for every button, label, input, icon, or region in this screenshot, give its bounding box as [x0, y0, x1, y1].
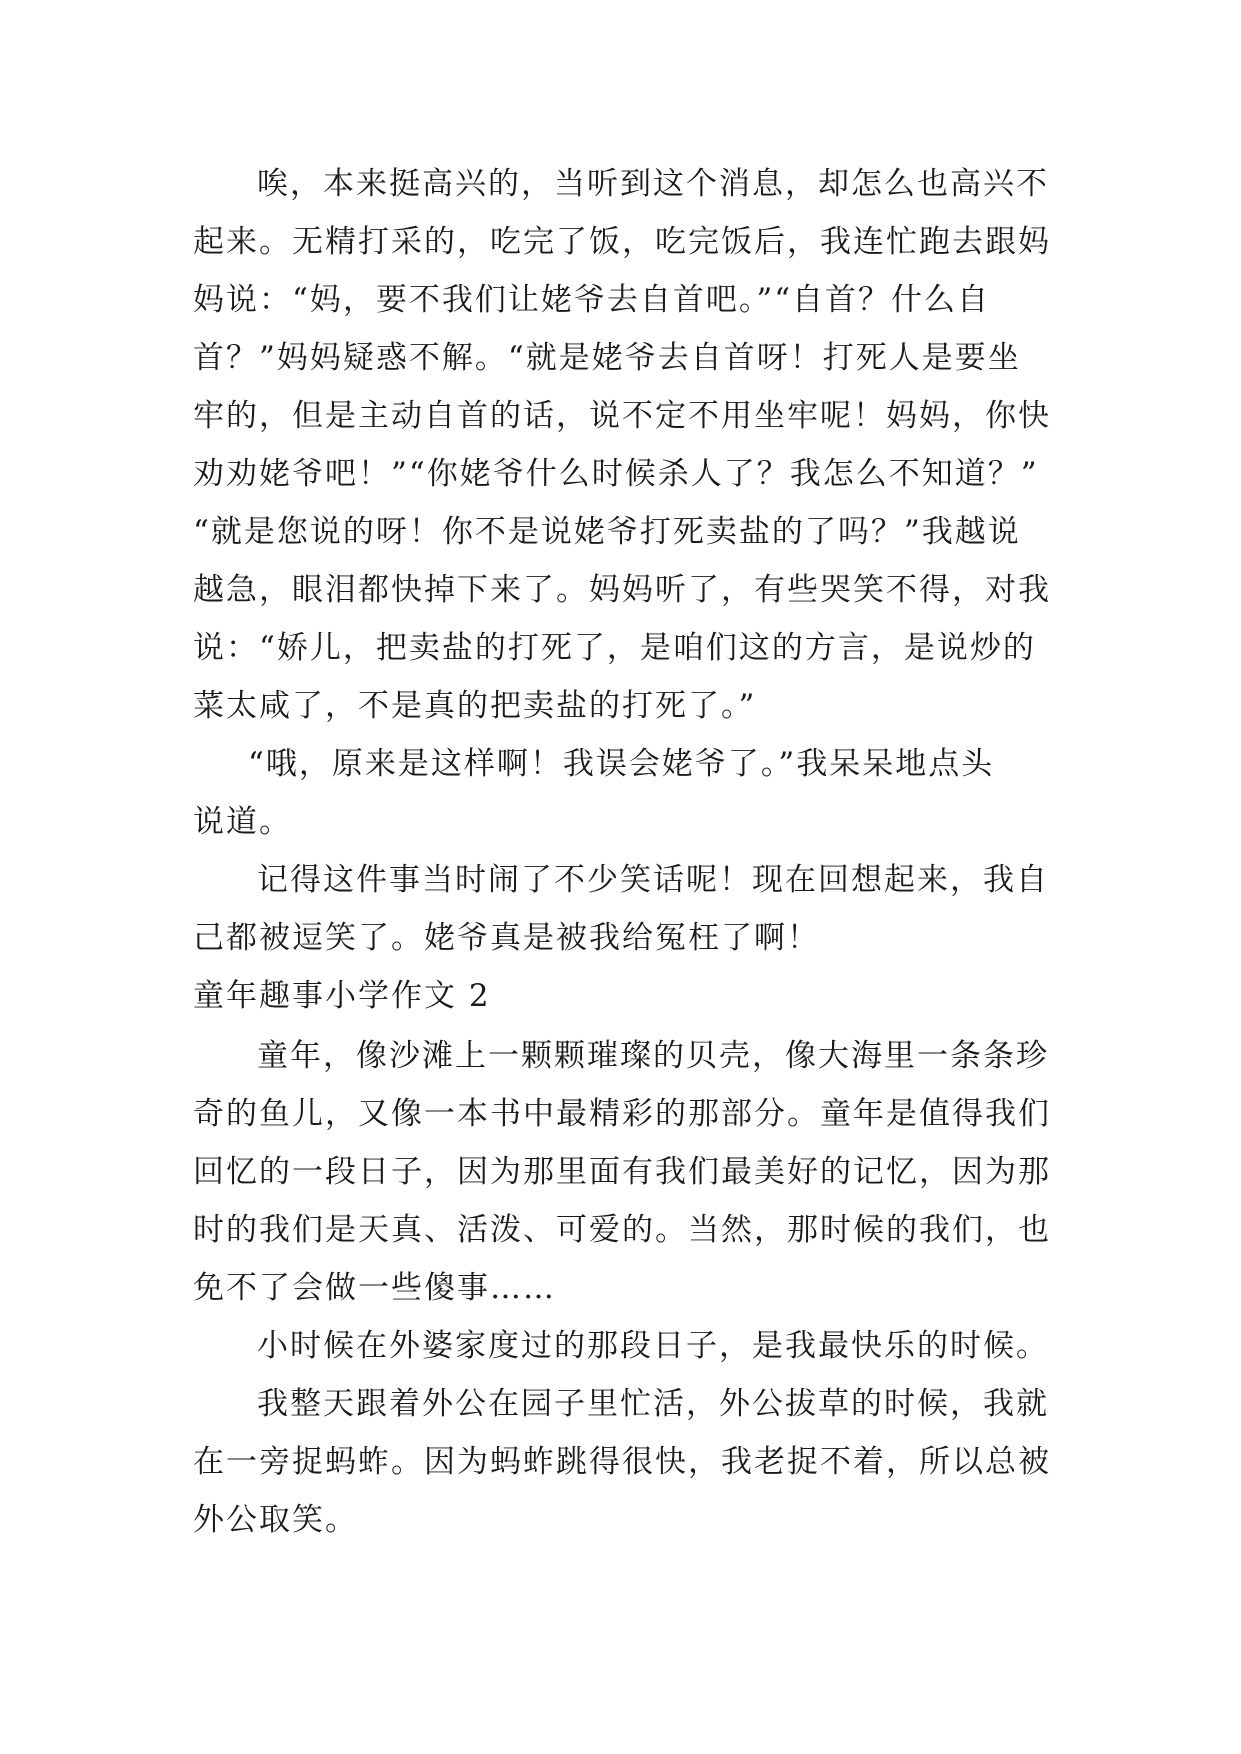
text-line: 奇的鱼儿，又像一本书中最精彩的那部分。童年是值得我们 — [193, 1096, 1051, 1132]
text-line: 时的我们是天真、活泼、可爱的。当然，那时候的我们，也 — [193, 1212, 1051, 1248]
text-line: 我整天跟着外公在园子里忙活，外公拔草的时候，我就 — [257, 1386, 1049, 1422]
text-line: 免不了会做一些傻事…… — [193, 1270, 556, 1306]
text-line: 菜太咸了，不是真的把卖盐的打死了。” — [193, 688, 757, 724]
text-line: 起来。无精打采的，吃完了饭，吃完饭后，我连忙跑去跟妈 — [193, 224, 1051, 260]
text-line: 牢的，但是主动自首的话，说不定不用坐牢呢！妈妈，你快 — [193, 398, 1051, 434]
text-line: “哦，原来是这样啊！我误会姥爷了。”我呆呆地点头 — [248, 746, 995, 782]
text-line: 说：“娇儿，把卖盐的打死了，是咱们这的方言，是说炒的 — [193, 630, 1036, 666]
text-line: 在一旁捉蚂蚱。因为蚂蚱跳得很快，我老捉不着，所以总被 — [193, 1444, 1051, 1480]
text-line: 越急，眼泪都快掉下来了。妈妈听了，有些哭笑不得，对我 — [193, 572, 1051, 608]
text-line: 妈说：“妈，要不我们让姥爷去自首吧。”“自首？什么自 — [193, 282, 991, 318]
text-line: 己都被逗笑了。姥爷真是被我给冤枉了啊！ — [193, 920, 820, 956]
text-line: 首？”妈妈疑惑不解。“就是姥爷去自首呀！打死人是要坐 — [193, 340, 1021, 376]
text-line: 唉，本来挺高兴的，当听到这个消息，却怎么也高兴不 — [257, 166, 1049, 202]
text-line: 小时候在外婆家度过的那段日子，是我最快乐的时候。 — [257, 1328, 1049, 1364]
text-line: 记得这件事当时闹了不少笑话呢！现在回想起来，我自 — [257, 862, 1049, 898]
text-line: 说道。 — [193, 804, 292, 840]
section-heading: 童年趣事小学作文 2 — [193, 978, 491, 1014]
text-line: 回忆的一段日子，因为那里面有我们最美好的记忆，因为那 — [193, 1154, 1051, 1190]
text-line: 童年，像沙滩上一颗颗璀璨的贝壳，像大海里一条条珍 — [257, 1038, 1049, 1074]
text-line: 劝劝姥爷吧！”“你姥爷什么时候杀人了？我怎么不知道？” — [193, 456, 1039, 492]
text-line: “就是您说的呀！你不是说姥爷打死卖盐的了吗？”我越说 — [193, 514, 1021, 550]
text-line: 外公取笑。 — [193, 1502, 358, 1538]
